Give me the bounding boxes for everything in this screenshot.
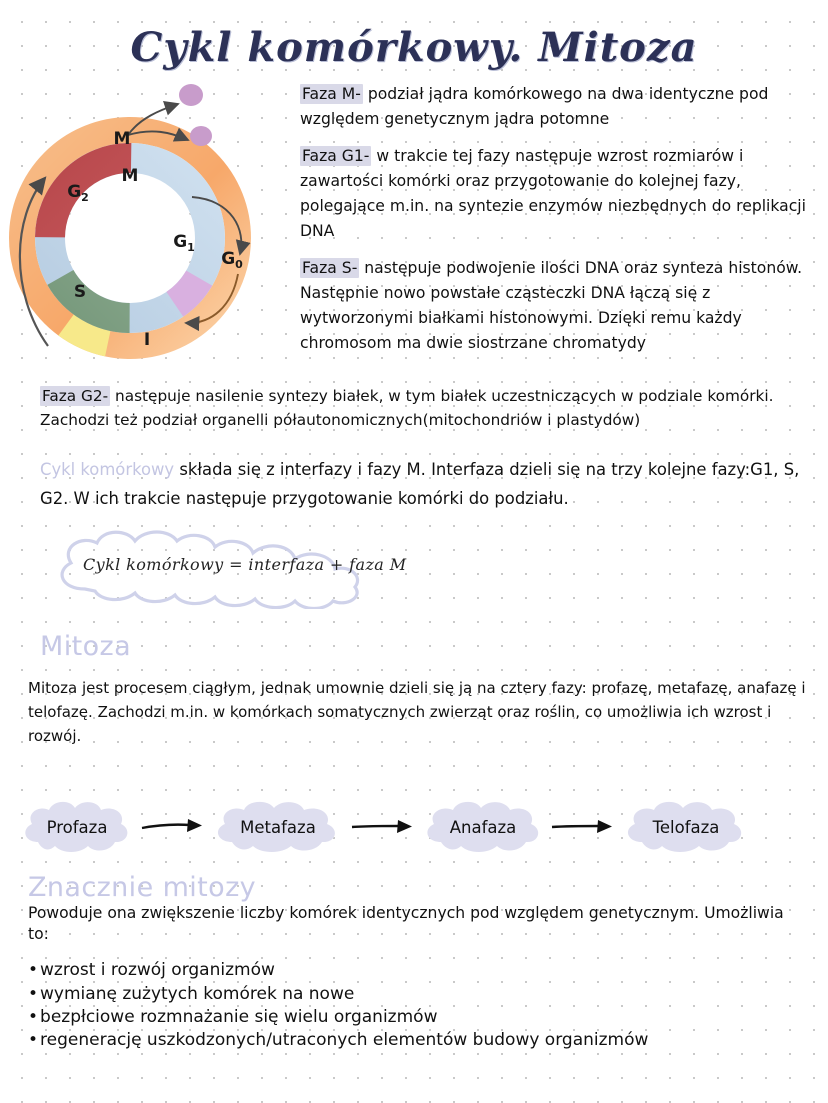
label-g2: $G_2$: [67, 182, 89, 204]
top-section: [0, 78, 828, 378]
phase-m-label: Faza M-: [302, 85, 361, 103]
flow-step-metafaza[interactable]: [210, 796, 346, 858]
phase-g1-label: Faza G1-: [302, 146, 370, 165]
flow-arrow-3: [546, 816, 620, 838]
flow-step-anafaza[interactable]: [420, 796, 546, 858]
label-outer-m: M: [113, 129, 131, 149]
label-interphase: I: [143, 330, 151, 350]
flow-arrow-1: [136, 816, 210, 838]
mitosis-phase-flow: [18, 792, 828, 862]
flow-step-profaza[interactable]: [18, 796, 136, 858]
phase-g2-paragraph: [40, 384, 806, 433]
cycle-definition-text: składa się z interfazy i fazy M. Interfaza dzieli się na trzy kolejne fazy:G1, S, G2. W ich trakcie następuje przygotowanie komórki do podziału.: [40, 459, 800, 509]
flow-step-label: Anafaza: [449, 817, 517, 837]
page-title: Cykl komórkowy. Mitoza: [130, 24, 698, 71]
list-item: • bezpłciowe rozmnażanie się wielu organizmów: [28, 1006, 806, 1029]
znaczenie-heading: Znacznie mitozy: [28, 872, 257, 904]
list-item: • regenerację uszkodzonych/utraconych elementów budowy organizmów: [28, 1029, 806, 1052]
mitoza-paragraph-wrap: [0, 676, 828, 748]
mitoza-section: [0, 631, 828, 662]
phase-g2-label: Faza G2-: [42, 387, 109, 405]
phase-s-paragraph: [300, 256, 810, 357]
daughter-cell-1: [179, 84, 203, 106]
phase-descriptions: [300, 78, 828, 368]
flow-arrow-2: [346, 816, 420, 838]
label-s: S: [73, 282, 87, 302]
arrow-icon: [350, 816, 416, 838]
znaczenie-bullet-list: [28, 959, 806, 1053]
label-g0: $G_0$: [221, 249, 243, 271]
phase-g1-text: w trakcie tej fazy następuje wzrost rozmiarów i zawartości komórki oraz przygotowanie do kolejnej fazy, polegające m.in. na syntezie enzymów niezbędnych do replikacji DNA: [300, 146, 806, 241]
cell-cycle-svg: [0, 78, 300, 378]
label-inner-m: M: [121, 166, 139, 186]
phase-m-paragraph: [300, 82, 810, 133]
cycle-definition-paragraph: [40, 455, 806, 513]
label-g1: $G_1$: [173, 232, 195, 254]
phase-g2-text: następuje nasilenie syntezy białek, w tym białek uczestniczących w podziale komórki. Zachodzi też podział organelli półautonomicznych(mitochondriów i plastydów): [40, 387, 774, 430]
phase-s-label: Faza S-: [302, 258, 358, 277]
mitoza-heading: Mitoza: [40, 631, 132, 663]
cycle-section: [0, 384, 828, 513]
znaczenie-section: [0, 872, 828, 1053]
flow-step-label: Profaza: [46, 817, 108, 837]
phase-m-text: podział jądra komórkowego na dwa identyczne pod względem genetycznym jądra potomne: [300, 85, 769, 129]
znaczenie-paragraph: Powoduje ona zwiększenie liczby komórek identycznych pod względem genetycznym. Umożliwia to:: [28, 904, 784, 944]
arrow-icon: [140, 816, 206, 838]
flow-step-label: Metafaza: [240, 817, 316, 837]
cell-cycle-diagram: [0, 78, 300, 378]
flow-step-label: Telofaza: [652, 817, 720, 837]
list-item: • wzrost i rozwój organizmów: [28, 959, 806, 982]
phase-g1-paragraph: [300, 144, 810, 245]
flow-step-telofaza[interactable]: [620, 796, 752, 858]
mitoza-paragraph: Mitoza jest procesem ciągłym, jednak umownie dzieli się ją na cztery fazy: profazę, metafazę, anafazę i telofazę. Zachodzi m.in. w komórkach somatycznych zwierząt oraz roślin, co umożliwia ich wzrost i rozwój.: [28, 679, 806, 746]
cycle-lead-term: Cykl komórkowy: [40, 459, 175, 479]
handwritten-equation: Cykl komórkowy = interfaza + faza M: [83, 555, 407, 575]
phase-s-text: następuje podwojenie ilości DNA oraz synteza histonów. Następnie nowo powstałe cząsteczki DNA łączą się z wytworzonymi białkami histonowymi. Dzięki remu każdy chromosom ma dwie siostrzane chromatydy: [300, 258, 803, 353]
arrow-icon: [550, 816, 616, 838]
handwritten-note-cloud: [45, 527, 445, 609]
list-item: • wymianę zużytych komórek na nowe: [28, 983, 806, 1006]
daughter-cell-2: [190, 126, 212, 146]
